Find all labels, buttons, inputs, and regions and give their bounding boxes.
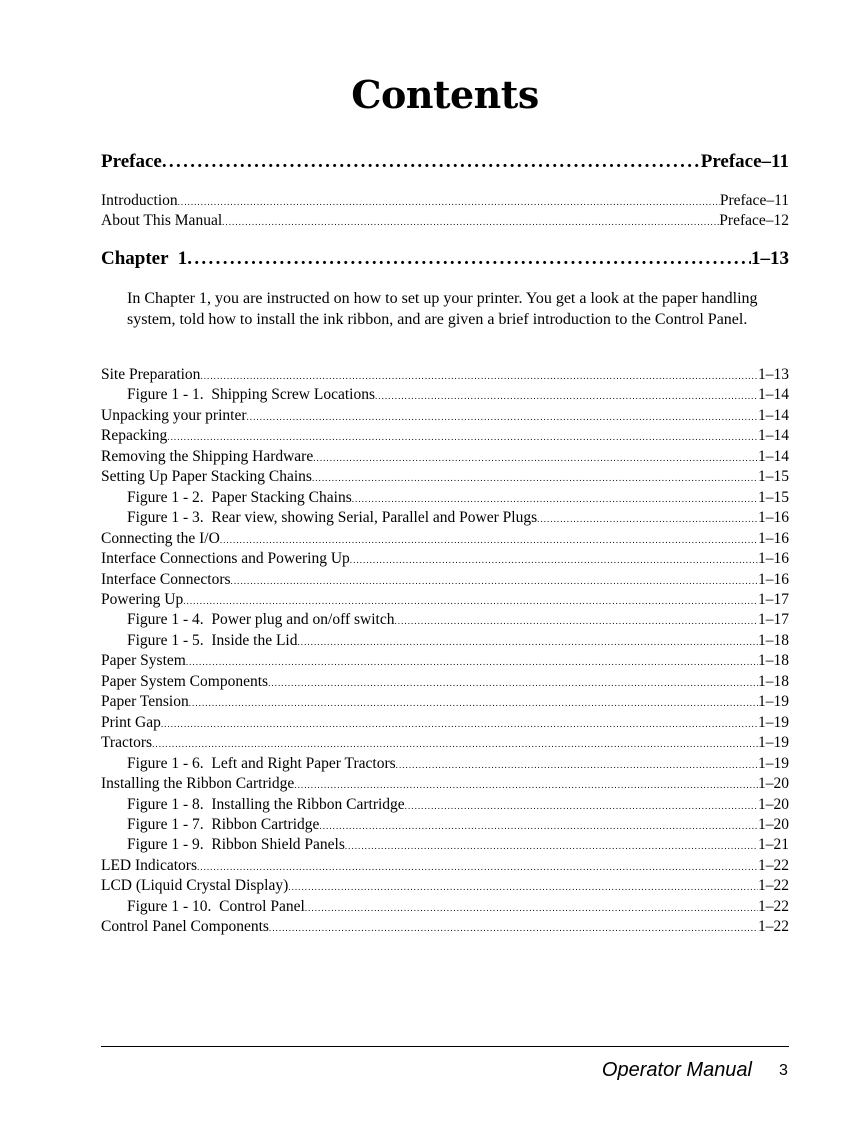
dot-leader <box>269 918 758 936</box>
toc-entry-page: 1–22 <box>758 877 789 895</box>
dot-leader <box>186 652 758 670</box>
dot-leader <box>350 550 758 568</box>
toc-entry[interactable] <box>101 212 789 232</box>
toc-entry-label: Paper System <box>101 652 186 670</box>
dot-leader <box>312 468 758 486</box>
toc-entry-page: 1–22 <box>758 897 789 915</box>
dot-leader <box>375 386 758 404</box>
toc-entry-page: 1–20 <box>758 795 789 813</box>
toc-entry-label: Figure 1 - 8. Installing the Ribbon Cartridge <box>127 795 405 813</box>
toc-entry-page: 1–22 <box>758 918 789 936</box>
toc-entry-page: 1–14 <box>758 427 789 445</box>
dot-leader <box>187 248 751 270</box>
toc-entry-label: Connecting the I/O <box>101 529 220 547</box>
dot-leader <box>405 796 758 814</box>
toc-heading-preface[interactable] <box>101 151 789 175</box>
toc-entry-label: Figure 1 - 2. Paper Stacking Chains <box>127 488 352 506</box>
toc-figure-entry[interactable] <box>127 796 789 816</box>
dot-leader <box>231 571 758 589</box>
toc-entry-label: Introduction <box>101 192 178 209</box>
dot-leader <box>395 611 759 629</box>
toc-entry-page: Preface–11 <box>719 192 789 209</box>
toc-entry-label: Repacking <box>101 427 168 445</box>
toc-figure-entry[interactable] <box>127 611 789 631</box>
toc-entry-label: Figure 1 - 6. Left and Right Paper Tractors <box>127 754 396 772</box>
toc-entry-label: Unpacking your printer <box>101 406 247 424</box>
toc-entry[interactable] <box>101 775 789 795</box>
toc-entry-page: 1–18 <box>758 652 789 670</box>
toc-entry-page: 1–17 <box>758 611 789 629</box>
dot-leader <box>319 816 758 834</box>
dot-leader <box>152 734 758 752</box>
toc-entry[interactable] <box>101 877 789 897</box>
toc-entry-label: Figure 1 - 7. Ribbon Cartridge <box>127 815 320 833</box>
toc-entry[interactable] <box>101 550 789 570</box>
dot-leader <box>178 192 720 210</box>
toc-entry-page: 1–21 <box>758 836 789 854</box>
dot-leader <box>183 591 758 609</box>
toc-entry-label: LED Indicators <box>101 856 197 874</box>
toc-entry-label: About This Manual <box>101 212 223 229</box>
toc-figure-entry[interactable] <box>127 755 789 775</box>
dot-leader <box>167 427 758 445</box>
dot-leader <box>297 632 758 650</box>
toc-entry[interactable] <box>101 857 789 877</box>
toc-entry-page: 1–14 <box>758 386 789 404</box>
toc-figure-entry[interactable] <box>127 386 789 406</box>
toc-heading-label: Chapter 1 <box>101 248 188 269</box>
dot-leader <box>200 366 758 384</box>
toc-entry-page: 1–19 <box>758 713 789 731</box>
toc-entry[interactable] <box>101 918 789 938</box>
toc-entry[interactable] <box>101 468 789 488</box>
toc-entry-label: Paper System Components <box>101 672 269 690</box>
toc-figure-entry[interactable] <box>127 898 789 918</box>
toc-heading-page: Preface–11 <box>700 151 789 172</box>
toc-figure-entry[interactable] <box>127 836 789 856</box>
toc-entry-label: Tractors <box>101 734 153 752</box>
toc-entry-page: 1–14 <box>758 406 789 424</box>
dot-leader <box>294 775 758 793</box>
toc-entry-page: 1–15 <box>758 468 789 486</box>
toc-entry-page: 1–17 <box>758 591 789 608</box>
toc-entry-page: 1–19 <box>758 734 789 752</box>
toc-entry[interactable] <box>101 652 789 672</box>
dot-leader <box>247 407 759 425</box>
toc-figure-entry[interactable] <box>127 632 789 652</box>
toc-entry[interactable] <box>101 714 789 734</box>
toc-entry-page: 1–20 <box>758 775 789 792</box>
toc-entry-label: Installing the Ribbon Cartridge <box>101 775 295 792</box>
toc-entry[interactable] <box>101 192 789 212</box>
dot-leader <box>288 877 758 895</box>
toc-entry-page: 1–15 <box>758 488 789 506</box>
toc-entry-label: Figure 1 - 3. Rear view, showing Serial, Parallel and Power Plugs <box>127 509 538 527</box>
toc-entry-page: 1–20 <box>758 815 789 833</box>
dot-leader <box>345 836 758 854</box>
toc-entry-page: 1–16 <box>758 509 789 527</box>
toc-entry[interactable] <box>101 366 789 386</box>
toc-entry-page: 1–14 <box>758 447 789 465</box>
toc-entry-page: 1–16 <box>758 529 789 547</box>
toc-entry-page: 1–13 <box>758 366 789 383</box>
toc-entry-label: Setting Up Paper Stacking Chains <box>101 468 312 486</box>
toc-entry-label: Figure 1 - 10. Control Panel <box>127 897 305 915</box>
toc-heading-page: 1–13 <box>751 248 789 269</box>
toc-heading-chapter-1[interactable] <box>101 248 789 272</box>
toc-entry-page: 1–18 <box>758 672 789 690</box>
toc-entry[interactable] <box>101 571 789 591</box>
dot-leader <box>222 212 719 230</box>
toc-entry[interactable] <box>101 427 789 447</box>
toc-entry-page: 1–18 <box>758 631 789 649</box>
toc-entry-page: 1–19 <box>758 693 789 711</box>
footer-title: Operator Manual <box>601 1059 752 1081</box>
dot-leader <box>189 693 758 711</box>
toc-entry-page: Preface–12 <box>719 212 789 229</box>
dot-leader <box>305 898 758 916</box>
page-title: Contents <box>351 72 539 117</box>
footer-page-number: 3 <box>779 1062 788 1079</box>
toc-entry-label: Interface Connectors <box>101 570 231 588</box>
toc-entry-label: Figure 1 - 9. Ribbon Shield Panels <box>127 836 345 854</box>
toc-entry-label: Figure 1 - 1. Shipping Screw Locations <box>127 386 375 404</box>
toc-entry-label: Removing the Shipping Hardware <box>101 447 314 465</box>
dot-leader <box>352 489 758 507</box>
chapter-intro: In Chapter 1, you are instructed on how to set up your printer. You get a look at the paper handling system, told how to install the ink ribbon, and are given a brief introduction to the Control Panel. <box>127 290 758 328</box>
toc-figure-entry[interactable] <box>127 816 789 836</box>
toc-entry-label: Figure 1 - 4. Power plug and on/off switch <box>127 611 395 629</box>
dot-leader <box>197 857 758 875</box>
dot-leader <box>313 448 758 466</box>
toc-entry[interactable] <box>101 673 789 693</box>
toc-figure-entry[interactable] <box>127 489 789 509</box>
toc-entry-label: Paper Tension <box>101 693 189 711</box>
toc-entry-label: Interface Connections and Powering Up <box>101 550 350 567</box>
toc-entry-page: 1–22 <box>758 856 789 874</box>
toc-entry-page: 1–16 <box>758 550 789 567</box>
toc-entry-label: LCD (Liquid Crystal Display) <box>101 877 289 895</box>
toc-entry[interactable] <box>101 693 789 713</box>
footer-rule <box>101 1046 789 1047</box>
toc-entry[interactable] <box>101 530 789 550</box>
toc-figure-entry[interactable] <box>127 509 789 529</box>
toc-entry-label: Site Preparation <box>101 366 201 383</box>
toc-entry[interactable] <box>101 448 789 468</box>
dot-leader <box>396 755 758 773</box>
dot-leader <box>537 509 758 527</box>
toc-entry-page: 1–16 <box>758 570 789 588</box>
toc-entry-label: Print Gap <box>101 713 161 731</box>
toc-entry-label: Figure 1 - 5. Inside the Lid <box>127 631 298 649</box>
toc-entry[interactable] <box>101 591 789 611</box>
toc-entry-label: Control Panel Components <box>101 918 269 936</box>
dot-leader <box>220 530 758 548</box>
dot-leader <box>162 151 701 173</box>
toc-entry[interactable] <box>101 734 789 754</box>
dot-leader <box>268 673 758 691</box>
dot-leader <box>161 714 758 732</box>
toc-entry[interactable] <box>101 407 789 427</box>
toc-entry-label: Powering Up <box>101 591 184 608</box>
toc-entry-page: 1–19 <box>758 754 789 772</box>
toc-heading-label: Preface <box>101 151 162 172</box>
